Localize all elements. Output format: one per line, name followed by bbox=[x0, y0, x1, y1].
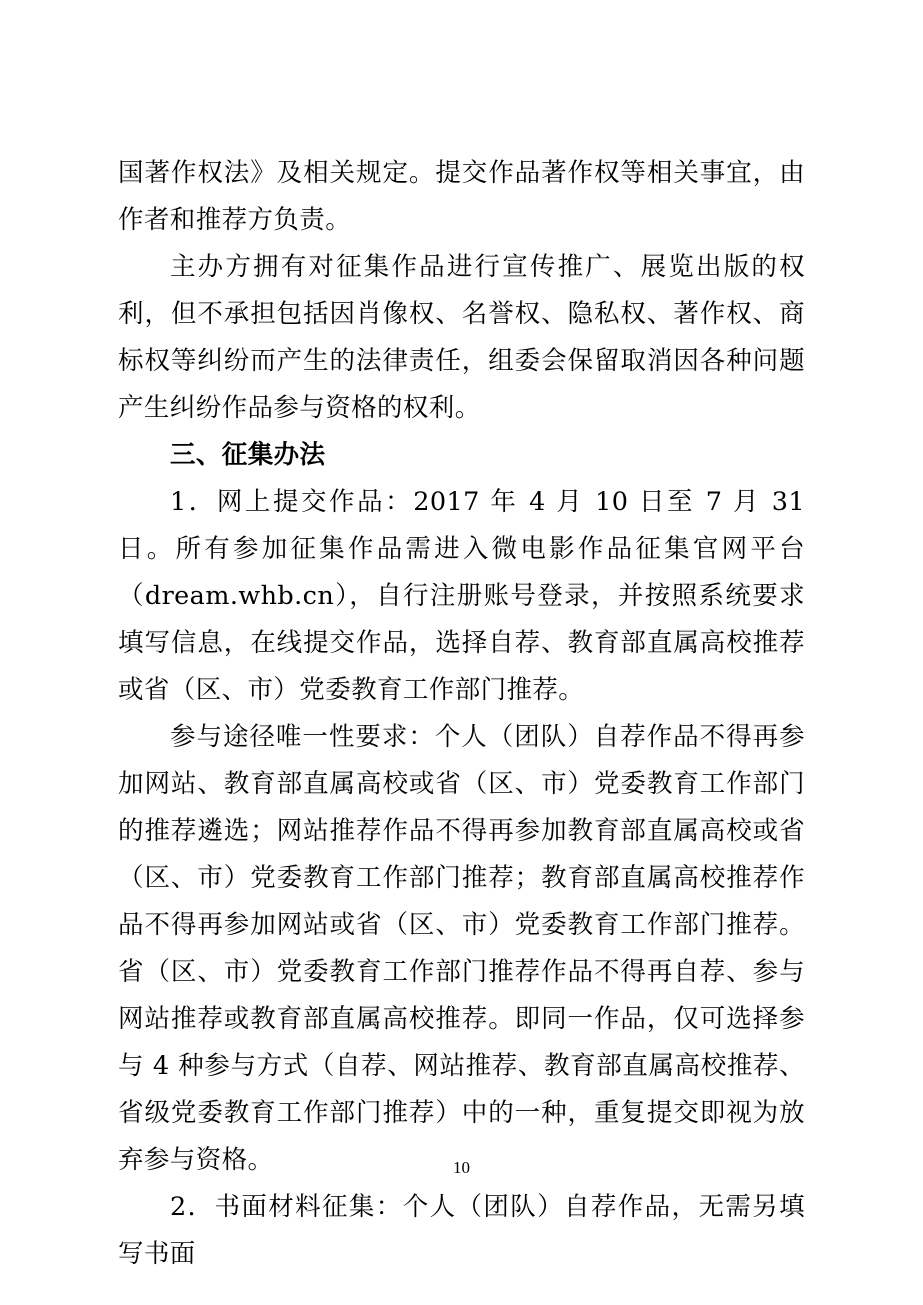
paragraph-organizer-rights: 主办方拥有对征集作品进行宣传推广、展览出版的权利，但不承担包括因肖像权、名誉权、隐私权、著作权、商标权等纠纷而产生的法律责任，组委会保留取消因各种问题产生纠纷作品参与资格的权利。 bbox=[118, 252, 805, 423]
heading-collection-method: 三、征集办法 bbox=[170, 440, 326, 470]
paragraph-online-submission: 1．网上提交作品：2017 年 4 月 10 日至 7 月 31 日。所有参加征集作品需进入微电影作品征集官网平台（dream.whb.cn），自行注册账号登录，并按照系统要求填写信息，在线提交作品，选择自荐、教育部直属高校推荐或省（区、市）党委教育工作部门推荐。 bbox=[118, 487, 805, 705]
paragraph-written-materials: 2．书面材料征集：个人（团队）自荐作品，无需另填写书面 bbox=[118, 1192, 805, 1269]
paragraph-uniqueness-requirement: 参与途径唯一性要求：个人（团队）自荐作品不得再参加网站、教育部直属高校或省（区、市）党委教育工作部门的推荐遴选；网站推荐作品不得再参加教育部直属高校或省（区、市）党委教育工作部门推荐；教育部直属高校推荐作品不得再参加网站或省（区、市）党委教育工作部门推荐。省（区、市）党委教育工作部门推荐作品不得再自荐、参与网站推荐或教育部直属高校推荐。即同一作品，仅可选择参与 4 种参与方式（自荐、网站推荐、教育部直属高校推荐、省级党委教育工作部门推荐）中的一种，重复提交即视为放弃参与资格。 bbox=[118, 722, 805, 1175]
paragraph-continued-copyright: 国著作权法》及相关规定。提交作品著作权等相关事宜，由作者和推荐方负责。 bbox=[118, 158, 805, 235]
document-body bbox=[118, 150, 805, 1278]
page-number: 10 bbox=[453, 1158, 470, 1177]
